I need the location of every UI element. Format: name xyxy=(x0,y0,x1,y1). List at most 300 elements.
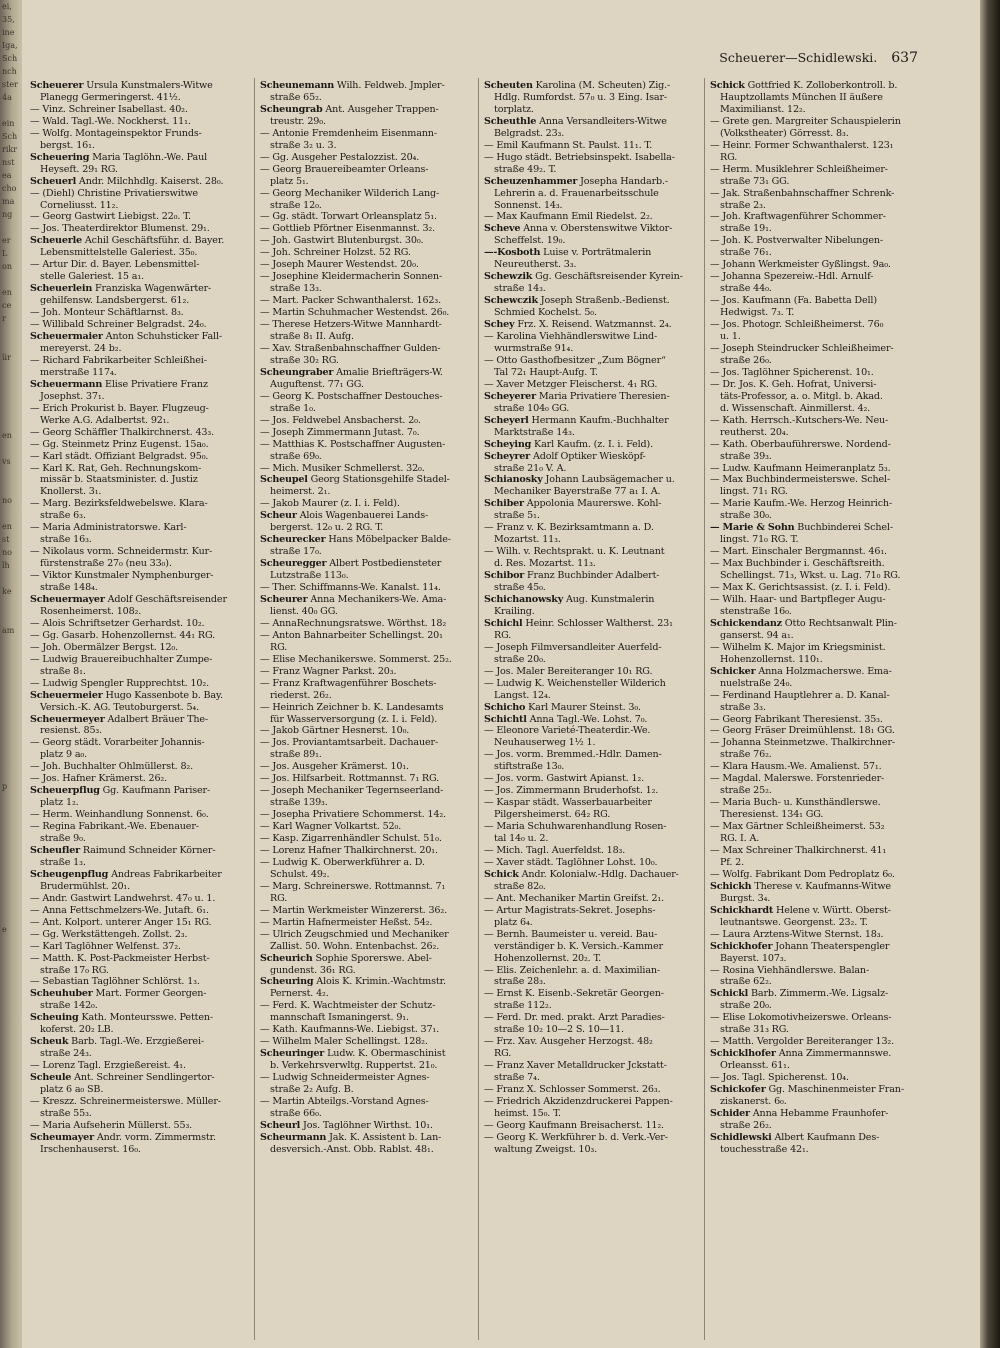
directory-entry: — Matthias K. Postschaffner Augusten- xyxy=(260,438,446,450)
entry-surname: Scheuring xyxy=(260,976,314,988)
entry-continuation: platz 6 a₀ SB. xyxy=(40,1084,104,1096)
directory-entry-head: Scheuerlein Franziska Wagenwärter- xyxy=(30,283,212,295)
entry-surname: Schichtl xyxy=(484,713,527,725)
directory-entry: — Andr. Gastwirt Landwehrst. 47₀ u. 1. xyxy=(30,892,216,904)
entry-continuation: straße 2₃. xyxy=(720,199,766,211)
edge-fragment: ng xyxy=(2,210,13,219)
edge-fragment: nch xyxy=(2,67,17,76)
entry-surname: Scheuringer xyxy=(260,1048,325,1060)
directory-entry-head: Scheuerl Andr. Milchhdlg. Kaiserst. 28₀. xyxy=(30,175,224,187)
entry-continuation: Lutzstraße 113₀. xyxy=(270,570,349,582)
edge-fragment xyxy=(0,507,22,520)
entry-continuation: straße 19₁. xyxy=(720,223,772,235)
entry-continuation: straße 62₂. xyxy=(720,976,772,988)
entry-continuation: straße 7₄. xyxy=(494,1072,540,1084)
edge-fragment xyxy=(0,1313,22,1326)
directory-entry-head: Scheumayer Andr. vorm. Zimmermstr. xyxy=(30,1131,216,1143)
directory-entry: — Josepha Privatiere Schommerst. 14₂. xyxy=(260,809,446,821)
entry-continuation: Belgradst. 23₃. xyxy=(494,127,565,139)
entry-continuation: wurmstraße 91₄. xyxy=(494,342,574,354)
directory-entry-head: Scheyerl Hermann Kaufm.-Buchhalter xyxy=(484,414,669,426)
directory-entry-head: Scheurich Sophie Sporerswe. Abel- xyxy=(260,952,432,964)
directory-entry: — Antonie Fremdenheim Eisenmann- xyxy=(260,127,437,139)
directory-entry: — Wolfg. Montageinspektor Frunds- xyxy=(30,127,202,139)
directory-entry: — Max Kaufmann Emil Riedelst. 2₂. xyxy=(484,211,653,223)
directory-entry: — Jakob Gärtner Hesnerst. 10₀. xyxy=(260,725,410,737)
directory-entry: — Georg städt. Vorarbeiter Johannis- xyxy=(30,737,205,749)
entry-continuation: straße 148₄. xyxy=(40,582,98,594)
directory-entry: — Heinrich Zeichner b. K. Landesamts xyxy=(260,701,444,713)
entry-continuation: straße 10₂ 10—2 S. 10—11. xyxy=(494,1024,624,1036)
edge-fragment xyxy=(0,1157,22,1170)
edge-fragment xyxy=(0,1105,22,1118)
directory-entry: — Jos. Theaterdirektor Blumenst. 29₁. xyxy=(30,223,210,235)
edge-fragment: lh xyxy=(2,561,10,570)
entry-surname: Scheuermaier xyxy=(30,331,103,343)
edge-fragment xyxy=(0,897,22,910)
directory-entry: — Wilh. v. Rechtsprakt. u. K. Leutnant xyxy=(484,546,665,558)
entry-continuation: mereyerst. 24 b₂. xyxy=(40,342,122,354)
edge-fragment xyxy=(0,1209,22,1222)
running-header xyxy=(719,50,918,66)
directory-entry-head: —-Kosboth Luise v. Porträtmalerin xyxy=(484,247,652,259)
directory-entry: — Joh. Buchhalter Ohlmüllerst. 8₂. xyxy=(30,761,194,773)
directory-entry: — Karl städt. Offiziant Belgradst. 95₀. xyxy=(30,450,209,462)
entry-continuation: straße 28₃. xyxy=(494,976,546,988)
directory-entry: — Georg K. Postschaffner Destouches- xyxy=(260,390,443,402)
left-page-edge xyxy=(0,0,22,1348)
entry-continuation: d. Wissenschaft. Ainmillerst. 4₂. xyxy=(720,402,871,414)
directory-entry: — Johann Werkmeister Gyßlingst. 9a₀. xyxy=(710,259,891,271)
entry-continuation: RG. xyxy=(494,1048,512,1060)
directory-entry: — Jos. Feldwebel Ansbacherst. 2₀. xyxy=(260,414,421,426)
directory-entry: — Matth. Vergolder Bereiteranger 13₂. xyxy=(710,1036,895,1048)
directory-entry: — Grete gen. Margreiter Schauspielerin xyxy=(710,115,901,127)
edge-fragment xyxy=(0,910,22,923)
entry-continuation: straße 3₂ u. 3. xyxy=(270,139,337,151)
directory-column-3 xyxy=(484,80,704,1342)
directory-entry-head: Scheurecker Hans Möbelpacker Balde- xyxy=(260,534,451,546)
directory-entry: — Jos. Maler Bereiteranger 10₁ RG. xyxy=(484,665,653,677)
directory-entry: — Therese Hetzers-Witwe Mannhardt- xyxy=(260,319,442,331)
directory-entry-head: Schick Gottfried K. Zolloberkontroll. b. xyxy=(710,80,898,91)
directory-entry: — Gg. Gasarb. Hohenzollernst. 44₁ RG. xyxy=(30,629,216,641)
directory-entry: — Elise Lokomotivheizerswe. Orleans- xyxy=(710,1012,892,1024)
edge-fragment: on xyxy=(2,262,12,271)
directory-entry: — Maria Administratorswe. Karl- xyxy=(30,522,187,534)
edge-fragment xyxy=(0,611,22,624)
directory-entry-head: Scheule Ant. Schreiner Sendlingertor- xyxy=(30,1072,215,1084)
directory-entry-head: Schewzik Gg. Geschäftsreisender Kyrein- xyxy=(484,271,683,283)
directory-entry: — Jos. Ausgeher Krämerst. 10₁. xyxy=(260,761,409,773)
entry-continuation: platz 9 a₀. xyxy=(40,749,88,761)
entry-continuation: Orleansst. 61₁. xyxy=(720,1060,790,1072)
entry-continuation: treustr. 29₀. xyxy=(270,115,326,127)
directory-entry: — Mart. Einschaler Bergmannst. 46₁. xyxy=(710,546,887,558)
edge-fragment: ea xyxy=(2,171,12,180)
entry-continuation: Tal 72₁ Haupt-Aufg. T. xyxy=(494,366,598,378)
entry-surname: Scheuermann xyxy=(30,378,103,390)
entry-continuation: straße 26₀. xyxy=(720,354,772,366)
directory-entry: — Martin Hafnermeister Heßst. 54₂. xyxy=(260,916,433,928)
entry-continuation: Scheffelst. 19₀. xyxy=(494,235,566,247)
entry-continuation: Lebensmittelstelle Galeriest. 35₀. xyxy=(40,247,198,259)
entry-surname: Schicho xyxy=(484,701,526,713)
edge-fragment: Sch xyxy=(2,132,18,141)
directory-entry: — Alois Schriftsetzer Gerhardst. 10₂. xyxy=(30,617,205,629)
entry-surname: Scheuregger xyxy=(260,558,327,570)
entry-continuation: straße 21₀ V. A. xyxy=(494,462,567,474)
edge-fragment: rikr xyxy=(2,145,18,154)
edge-fragment xyxy=(0,728,22,741)
directory-entry: — (Diehl) Christine Privatierswitwe xyxy=(30,187,198,199)
directory-entry: — Rosina Viehhändlerswe. Balan- xyxy=(710,964,870,976)
directory-entry: — AnnaRechnungsratswe. Wörthst. 18₂ xyxy=(260,617,447,629)
entry-surname: Scheuermayer xyxy=(30,593,105,605)
directory-entry-head: Scheuerle Achil Geschäftsführ. d. Bayer. xyxy=(30,235,225,247)
directory-entry: — Ludwig K. Oberwerkführer a. D. xyxy=(260,856,425,868)
directory-entry-head: Scheuhuber Mart. Former Georgen- xyxy=(30,988,207,1000)
entry-surname: Schick xyxy=(484,868,519,880)
edge-fragment: am xyxy=(2,626,15,635)
entry-continuation: straße 13₃. xyxy=(270,283,322,295)
entry-surname: Scheule xyxy=(30,1072,72,1084)
entry-continuation: Pf. 2. xyxy=(720,856,745,868)
edge-fragment: Iga, xyxy=(2,41,18,50)
directory-entry: — Elise Mechanikerswe. Sommerst. 25₂. xyxy=(260,653,452,665)
edge-fragment xyxy=(0,741,22,754)
directory-entry: — Herm. Weinhandlung Sonnenst. 6₀. xyxy=(30,809,209,821)
directory-page xyxy=(22,0,980,1348)
directory-entry: — Franz Xaver Metalldrucker Jckstatt- xyxy=(484,1060,667,1072)
entry-continuation: bergst. 16₁. xyxy=(40,139,95,151)
directory-entry: — Joseph Mechaniker Tegernseerland- xyxy=(260,785,444,797)
edge-fragment: cho xyxy=(2,184,17,193)
entry-continuation: Hdlg. Rumfordst. 57₀ u. 3 Eing. Isar- xyxy=(494,91,667,103)
edge-fragment xyxy=(0,1118,22,1131)
entry-continuation: straße 3₃. xyxy=(720,701,766,713)
directory-entry: — Joh. Obermälzer Bergst. 12₀. xyxy=(30,641,179,653)
entry-continuation: straße 1₃. xyxy=(40,856,86,868)
edge-fragment: Sch xyxy=(2,54,18,63)
edge-fragment xyxy=(0,871,22,884)
edge-fragment xyxy=(0,325,22,338)
directory-entry: — Jos. Hilfsarbeit. Rottmannst. 7₁ RG. xyxy=(260,773,440,785)
directory-entry: — Laura Arztens-Witwe Sternst. 18₃. xyxy=(710,928,884,940)
directory-entry: — Franz Kraftwagenführer Boschets- xyxy=(260,677,437,689)
directory-entry: — Franz v. K. Bezirksamtmann a. D. xyxy=(484,522,654,534)
entry-surname: Scheugenpflug xyxy=(30,868,109,880)
entry-surname: Scheyerer xyxy=(484,390,536,402)
entry-continuation: RG. xyxy=(270,641,288,653)
entry-continuation: straße 66₀. xyxy=(270,1107,322,1119)
entry-continuation: fürstenstraße 27₀ (neu 33₀). xyxy=(40,558,172,570)
directory-entry: — Artur Magistrats-Sekret. Josephs- xyxy=(484,904,656,916)
directory-entry: — Otto Gasthofbesitzer „Zum Bögner“ xyxy=(484,354,666,366)
entry-surname: Scheuhuber xyxy=(30,988,93,1000)
edge-fragment xyxy=(0,754,22,767)
entry-continuation: Hohenzollernst. 110₁. xyxy=(720,653,823,665)
edge-fragment xyxy=(0,663,22,676)
entry-continuation: straße 49₂. T. xyxy=(494,163,557,175)
directory-entry: — Xaver städt. Taglöhner Lohst. 10₀. xyxy=(484,856,658,868)
edge-fragment xyxy=(0,689,22,702)
edge-fragment xyxy=(0,416,22,429)
entry-surname: —-Kosboth xyxy=(484,247,541,259)
entry-surname: Scheurecker xyxy=(260,534,326,546)
edge-fragment xyxy=(0,273,22,286)
directory-entry: — Artur Dir. d. Bayer. Lebensmittel- xyxy=(30,259,200,271)
entry-continuation: Schmied Kochelst. 5₀. xyxy=(494,307,597,319)
directory-entry: — Maria Buch- u. Kunsthändlerswe. xyxy=(710,797,881,809)
directory-entry-head: Scheuzenhammer Josepha Handarb.- xyxy=(484,175,669,187)
entry-continuation: straße 55₃. xyxy=(40,1107,92,1119)
entry-continuation: platz 5₁. xyxy=(270,175,309,187)
directory-entry-head: Scheurmann Jak. K. Assistent b. Lan- xyxy=(260,1131,442,1143)
entry-continuation: RG. I. A. xyxy=(720,833,760,845)
directory-entry: — Karolina Viehhändlerswitwe Lind- xyxy=(484,331,658,343)
entry-continuation: Pilgersheimerst. 64₂ RG. xyxy=(494,809,611,821)
entry-continuation: Heyseft. 29₁ RG. xyxy=(40,163,118,175)
directory-entry-head: Schickofer Gg. Maschinenmeister Fran- xyxy=(710,1084,904,1096)
entry-surname: Scheyerl xyxy=(484,414,529,426)
directory-entry: — Gottlieb Pförtner Eisenmannst. 3₂. xyxy=(260,223,436,235)
entry-continuation: straße 14₃. xyxy=(494,283,546,295)
directory-entry: — Jos. Hafner Krämerst. 26₂. xyxy=(30,773,168,785)
entry-continuation: straße 5₁. xyxy=(494,510,540,522)
edge-fragment xyxy=(0,975,22,988)
entry-continuation: straße 30₀. xyxy=(720,510,772,522)
entry-continuation: straße 2₂ Aufg. B. xyxy=(270,1084,354,1096)
directory-entry-head: Scheuringer Ludw. K. Obermaschinist xyxy=(260,1048,446,1060)
entry-continuation: Burgst. 3₄. xyxy=(720,892,771,904)
directory-entry: — Ludwig Schneidermeister Agnes- xyxy=(260,1072,430,1084)
directory-entry-head: Scheurl Jos. Taglöhner Wirthst. 10₁. xyxy=(260,1119,433,1131)
directory-entry: — Ludw. Kaufmann Heimeranplatz 5₃. xyxy=(710,462,891,474)
directory-entry: — Gg. Steinmetz Prinz Eugenst. 15a₀. xyxy=(30,438,209,450)
directory-entry: — Eleonore Varieté-Theaterdir.-We. xyxy=(484,725,651,737)
entry-surname: Schiber xyxy=(484,498,524,510)
directory-entry: — Ferd. Dr. med. prakt. Arzt Paradies- xyxy=(484,1012,665,1024)
edge-fragment xyxy=(0,1066,22,1079)
directory-entry: — Joseph Filmversandleiter Auerfeld- xyxy=(484,641,662,653)
edge-fragment xyxy=(0,598,22,611)
directory-entry-head: Scheuten Karolina (M. Scheuten) Zig.- xyxy=(484,80,671,91)
edge-fragment xyxy=(0,221,22,234)
entry-continuation: Zallist. 50. Wohn. Entenbachst. 26₂. xyxy=(270,940,440,952)
directory-entry-head: Scheuermayer Adolf Geschäftsreisender xyxy=(30,593,227,605)
entry-continuation: Neuhauserweg 1⅟₂ 1. xyxy=(494,737,596,749)
entry-surname: Scheying xyxy=(484,438,532,450)
directory-entry: — Ant. Kolport. unterer Anger 15₁ RG. xyxy=(30,916,212,928)
directory-entry: — Xaver Metzger Fleischerst. 4₁ RG. xyxy=(484,378,658,390)
entry-continuation: Auguftenst. 77₁ GG. xyxy=(270,378,364,390)
directory-entry: — Josephine Kleidermacherin Sonnen- xyxy=(260,271,443,283)
entry-continuation: Lehrerin a. d. Frauenarbeitsschule xyxy=(494,187,659,199)
directory-entry-head: Scheunemann Wilh. Feldweb. Jmpler- xyxy=(260,80,445,91)
directory-entry: — Max K. Gerichtsassist. (z. I. i. Feld). xyxy=(710,582,891,594)
entry-surname: Scheuzenhammer xyxy=(484,175,578,187)
directory-entry-head: Schichanowsky Aug. Kunstmalerin xyxy=(484,593,655,605)
directory-entry-head: Schicker Anna Holzmacherswe. Ema- xyxy=(710,665,892,677)
directory-entry-head: Scheuermaier Anton Schuhsticker Fall- xyxy=(30,331,222,343)
edge-fragment xyxy=(0,481,22,494)
entry-continuation: Neureutherst. 3₃. xyxy=(494,259,577,271)
entry-continuation: touchesstraße 42₁. xyxy=(720,1143,809,1155)
edge-fragment xyxy=(0,1274,22,1287)
directory-entry: — Marg. Schreinerswe. Rottmannst. 7₁ xyxy=(260,880,446,892)
directory-entry-head: Scheur Alois Wagenbauerei Lands- xyxy=(260,510,429,522)
directory-entry-head: Scheuermeyer Adalbert Bräuer The- xyxy=(30,713,208,725)
entry-surname: Schibor xyxy=(484,570,525,582)
edge-fragment: en xyxy=(2,522,12,531)
directory-entry: — Regina Fabrikant.-We. Ebenauer- xyxy=(30,821,199,833)
entry-continuation: straße 89₁. xyxy=(270,749,322,761)
directory-entry: — Joseph Steindrucker Schleißheimer- xyxy=(710,342,894,354)
entry-continuation: lingst. 71₀ RG. T. xyxy=(720,534,799,546)
directory-entry: — Ant. Mechaniker Martin Greifst. 2₁. xyxy=(484,892,665,904)
directory-entry: — Mart. Packer Schwanthalerst. 162₃. xyxy=(260,295,441,307)
directory-entry: — Max Schreiner Thalkirchnerst. 41₁ xyxy=(710,845,887,856)
directory-entry-head: Schickendanz Otto Rechtsanwalt Plin- xyxy=(710,617,897,629)
entry-continuation: täts-Professor, a. o. Mitgl. b. Akad. xyxy=(720,390,883,402)
directory-entry-head: Schewczik Joseph Straßenb.-Bedienst. xyxy=(484,295,670,307)
entry-continuation: straße 20₀. xyxy=(494,653,546,665)
entry-surname: Schickhardt xyxy=(710,904,774,916)
edge-fragment: 4a xyxy=(2,93,12,102)
edge-fragment xyxy=(0,1144,22,1157)
entry-surname: Scheungrab xyxy=(260,103,323,115)
entry-surname: Scheuerle xyxy=(30,235,82,247)
entry-continuation: platz 6₄. xyxy=(494,916,533,928)
edge-fragment: ei, xyxy=(2,2,12,11)
entry-surname: Schickhofer xyxy=(710,940,773,952)
directory-entry-head: Scheuk Barb. Tagl.-We. Erzgießerei- xyxy=(30,1036,204,1048)
entry-continuation: straße 17₀. xyxy=(270,546,322,558)
directory-column-1 xyxy=(30,80,250,1342)
entry-surname: Scheuten xyxy=(484,80,533,91)
entry-continuation: Sonnenst. 14₃. xyxy=(494,199,563,211)
entry-continuation: straße 76₁. xyxy=(720,247,772,259)
entry-continuation: reutherst. 20₄. xyxy=(720,426,789,438)
edge-fragment: en xyxy=(2,431,12,440)
directory-entry-head: Schichl Heinr. Schlosser Waltherst. 23₁ xyxy=(484,617,673,629)
directory-entry: — Joh. Gastwirt Blutenburgst. 30₀. xyxy=(260,235,424,247)
edge-fragment: st xyxy=(2,535,10,544)
directory-entry: — Martin Abteilgs.-Vorstand Agnes- xyxy=(260,1096,429,1108)
entry-continuation: straße 73₁ GG. xyxy=(720,175,790,187)
directory-entry: — Maria Aufseherin Müllerst. 55₃. xyxy=(30,1119,193,1131)
directory-entry: — Ludwig K. Weichensteller Wilderich xyxy=(484,677,666,689)
directory-entry: — Elis. Zeichenlehr. a. d. Maximilian- xyxy=(484,964,661,976)
entry-continuation: lingst. 71₁ RG. xyxy=(720,486,788,498)
entry-surname: Scheuerl xyxy=(30,175,77,187)
entry-surname: Schichanowsky xyxy=(484,593,564,605)
entry-continuation: Hedwigst. 7₃. T. xyxy=(720,307,795,319)
entry-continuation: Josephst. 37₁. xyxy=(40,390,105,402)
directory-entry: — Emil Kaufmann St. Paulst. 11₁. T. xyxy=(484,139,653,151)
entry-surname: Scheupel xyxy=(260,474,308,486)
directory-entry-head: Scheyerer Maria Privatiere Theresien- xyxy=(484,390,670,402)
edge-fragment xyxy=(0,1001,22,1014)
directory-entry: — Wolfg. Fabrikant Dom Pedroplatz 6₀. xyxy=(710,868,895,880)
directory-entry: — Karl K. Rat, Geh. Rechnungskom- xyxy=(30,462,202,474)
entry-continuation: merstraße 117₄. xyxy=(40,366,117,378)
entry-continuation: straße 69₀. xyxy=(270,450,322,462)
entry-surname: Scheuerer xyxy=(30,80,84,91)
directory-entry-head: Scheurer Anna Mechanikers-We. Ama- xyxy=(260,593,447,605)
entry-surname: Scheve xyxy=(484,223,521,235)
edge-fragment xyxy=(0,1053,22,1066)
edge-fragment xyxy=(0,715,22,728)
directory-column-4 xyxy=(710,80,930,1342)
directory-entry-head: Schidlewski Albert Kaufmann Des- xyxy=(710,1131,880,1143)
directory-entry-head: Scheupel Georg Stationsgehilfe Stadel- xyxy=(260,474,450,486)
directory-entry: — Jos. vorm. Gastwirt Apianst. 1₂. xyxy=(484,773,645,785)
entry-surname: Schider xyxy=(710,1107,750,1119)
entry-continuation: tal 14₀ u. 2. xyxy=(494,833,549,845)
entry-continuation: für Wasserversorgung (z. I. i. Feld). xyxy=(270,713,438,725)
entry-continuation: Mechaniker Bayerstraße 77 a₁ I. A. xyxy=(494,486,661,498)
entry-continuation: Rosenheimerst. 108₂. xyxy=(40,605,142,617)
directory-entry: — Gg. städt. Torwart Orleansplatz 5₁. xyxy=(260,211,437,223)
directory-entry: — Klara Hausm.-We. Amalienst. 57₁. xyxy=(710,761,882,773)
directory-entry: — Joseph Maurer Westendst. 20₀. xyxy=(260,259,419,271)
entry-continuation: stelle Galeriest. 15 a₁. xyxy=(40,271,144,283)
entry-continuation: resienst. 85₃. xyxy=(40,725,102,737)
directory-entry: — Wilhelm Maler Schellingst. 128₂. xyxy=(260,1036,428,1048)
directory-entry-head: Scheuring Alois K. Krimin.-Wachtmstr. xyxy=(260,976,446,988)
edge-fragment xyxy=(0,858,22,871)
edge-fragment xyxy=(0,1287,22,1300)
entry-continuation: straße 30₂ RG. xyxy=(270,354,339,366)
entry-surname: Schichl xyxy=(484,617,523,629)
directory-entry: — Joh. Monteur Schäftlarnst. 8₃. xyxy=(30,307,184,319)
directory-entry-head: Scheuthle Anna Versandleiters-Witwe xyxy=(484,115,667,127)
edge-fragment xyxy=(0,104,22,117)
entry-continuation: straße 45₀. xyxy=(494,582,546,594)
directory-entry: — Franz Wagner Parkst. 20₃. xyxy=(260,665,397,677)
entry-continuation: verständiger b. K. Versich.-Kammer xyxy=(494,940,663,952)
directory-entry: — Ther. Schiffmanns-We. Kanalst. 11₄. xyxy=(260,582,441,594)
directory-entry: — Martin Schuhmacher Westendst. 26₀. xyxy=(260,307,450,319)
entry-continuation: straße 9₀. xyxy=(40,833,86,845)
directory-entry-head: Schickh Therese v. Kaufmanns-Witwe xyxy=(710,880,891,892)
directory-entry-head: Scheungraber Amalie Briefträgers-W. xyxy=(260,366,443,378)
entry-continuation: straße 20₀. xyxy=(720,1000,772,1012)
edge-fragment xyxy=(0,572,22,585)
edge-fragment xyxy=(0,1040,22,1053)
entry-continuation: Brudermühlst. 20₁. xyxy=(40,880,131,892)
entry-continuation: straße 16₃. xyxy=(40,534,92,546)
directory-entry: — Ferdinand Hauptlehrer a. D. Kanal- xyxy=(710,689,890,701)
entry-continuation: Maximilianst. 12₂. xyxy=(720,103,806,115)
edge-fragment xyxy=(0,1261,22,1274)
directory-entry: — Ludwig Brauereibuchhalter Zumpe- xyxy=(30,653,213,665)
entry-continuation: Bayerst. 107₃. xyxy=(720,952,787,964)
entry-surname: Scheufler xyxy=(30,845,80,856)
entry-continuation: d. Res. Mozartst. 11₃. xyxy=(494,558,596,570)
edge-fragment: r xyxy=(2,314,6,323)
directory-entry-head: Scheuregger Albert Postbediensteter xyxy=(260,558,442,570)
directory-entry: — Jos. Tagl. Spicherenst. 10₄. xyxy=(710,1072,849,1084)
entry-continuation: u. 1. xyxy=(720,331,741,343)
entry-continuation: straße 31₃ RG. xyxy=(720,1024,789,1036)
edge-fragment xyxy=(0,1222,22,1235)
edge-fragment: nst xyxy=(2,158,15,167)
edge-fragment xyxy=(0,1079,22,1092)
entry-continuation: stenstraße 16₀. xyxy=(720,605,792,617)
